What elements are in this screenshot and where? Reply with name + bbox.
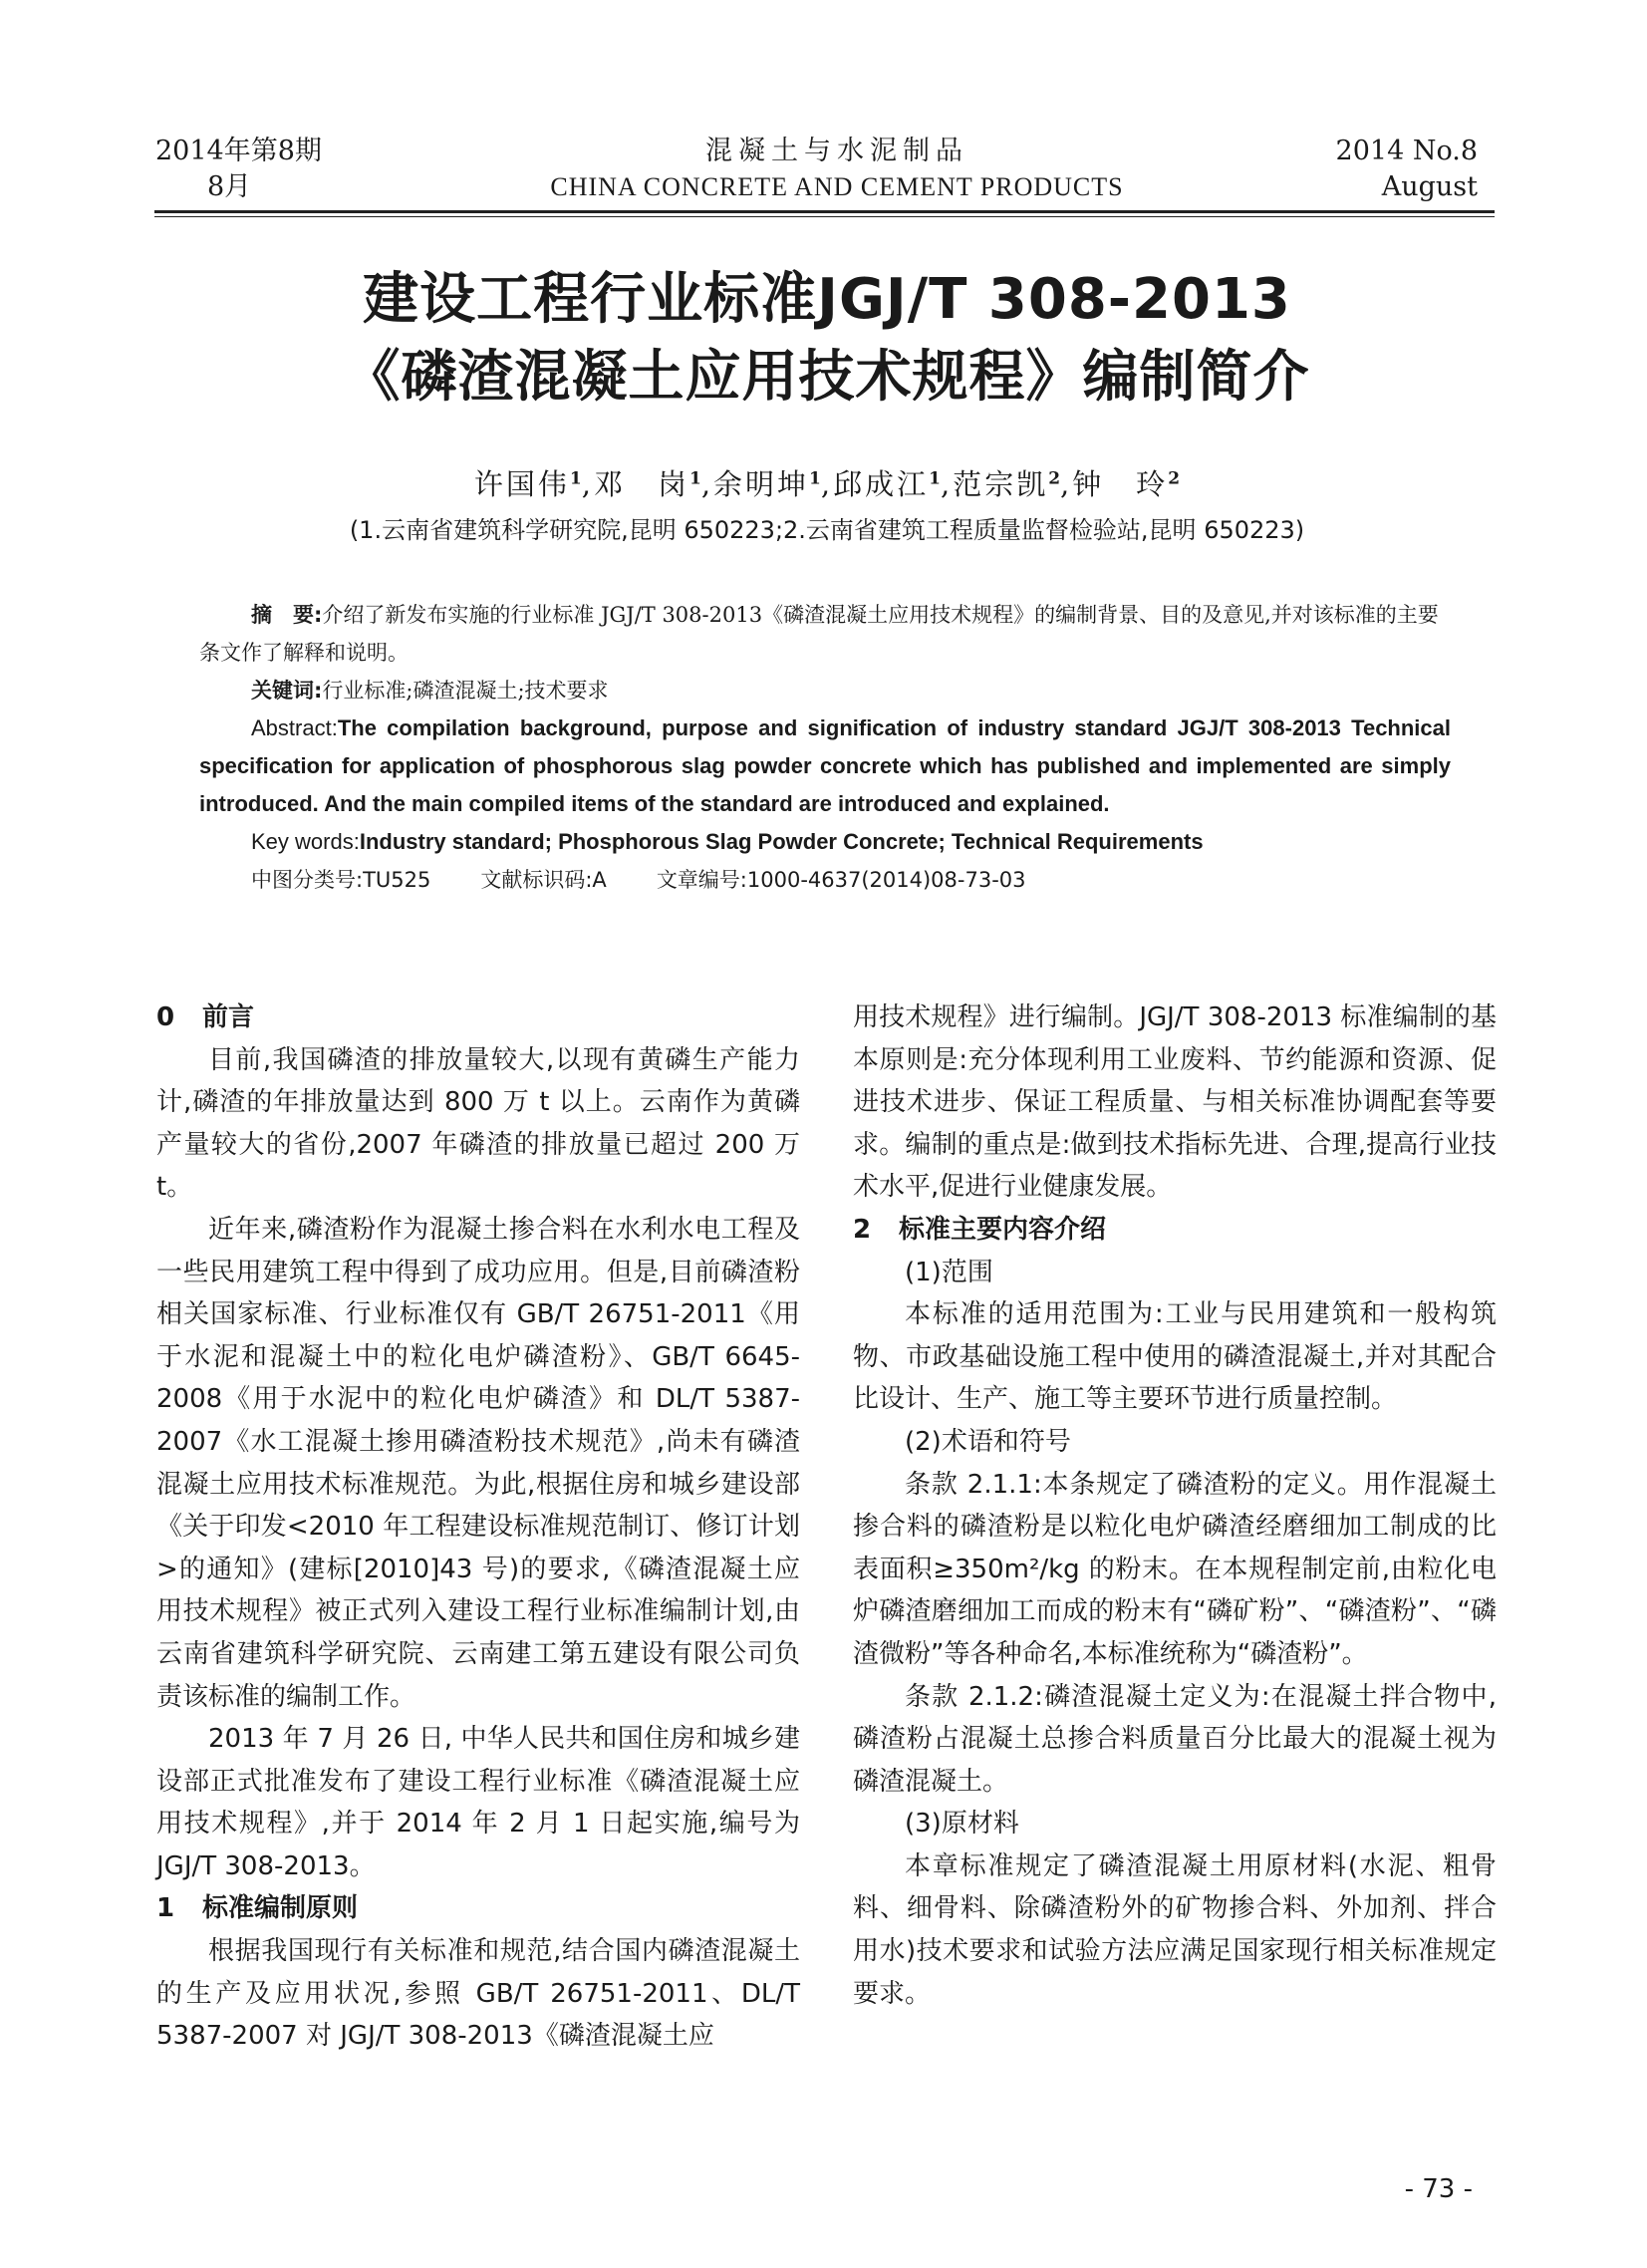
keywords-en xyxy=(199,823,1451,861)
abstract-zh-label: 摘 要: xyxy=(251,603,323,627)
paragraph: 用技术规程》进行编制。JGJ/T 308-2013 标准编制的基本原则是:充分体现利用工业废料、节约能源和资源、促进技术进步、保证工程质量、与相关标准协调配套等要求。编制的重点是:做到技术指标先进、合理,提高行业技术水平,促进行业健康发展。 xyxy=(853,1002,1497,1203)
abstract-en-text: The compilation background, purpose and signification of industry standard JGJ/T 308-2013 Technical specification for application of phosphorous slag powder concrete which has published and implemented are simply introduced. And the main compiled items of the standard are introduced and explained. xyxy=(199,715,1451,816)
author: 余明坤$^1$ xyxy=(713,466,821,501)
author: 许国伟$^1$ xyxy=(473,466,582,501)
abstract-block xyxy=(199,596,1451,899)
journal-issue-en xyxy=(1336,134,1478,205)
body-column-right xyxy=(853,996,1497,2015)
keywords-zh-text: 行业标准;磷渣混凝土;技术要求 xyxy=(322,679,609,703)
header-rule-thin xyxy=(154,216,1495,217)
abstract-zh-text: 介绍了新发布实施的行业标准 JGJ/T 308-2013《磷渣混凝土应用技术规程》的编制背景、目的及意见,并对该标准的主要条文作了解释和说明。 xyxy=(199,603,1439,665)
document-code: 文献标识码:A xyxy=(480,868,607,892)
section-heading-1: 1 标准编制原则 xyxy=(156,1893,359,1924)
body-column-left xyxy=(156,996,800,2058)
classification-line xyxy=(199,861,1451,899)
paragraph: 目前,我国磷渣的排放量较大,以现有黄磷生产能力计,磷渣的年排放量达到 800 万 t 以上。云南作为黄磷产量较大的省份,2007 年磷渣的排放量已超过 200 万 t。 xyxy=(156,1044,800,1203)
page-number: - 73 - xyxy=(1404,2174,1473,2204)
section-heading-0: 0 前言 xyxy=(156,1002,255,1032)
journal-name-zh: 混凝土与水泥制品 xyxy=(705,136,968,166)
article-title xyxy=(159,261,1495,417)
journal-name-en: CHINA CONCRETE AND CEMENT PRODUCTS xyxy=(550,172,1124,201)
affiliations: (1.云南省建筑科学研究院,昆明 650223;2.云南省建筑工程质量监督检验站,昆明 650223) xyxy=(349,516,1305,544)
keywords-zh-label: 关键词: xyxy=(251,679,323,703)
issue-year-number: 2014年第8期 xyxy=(155,136,322,166)
paragraph: 本章标准规定了磷渣混凝土用原材料(水泥、粗骨料、细骨料、除磷渣粉外的矿物掺合料、外加剂、拌合用水)技术要求和试验方法应满足国家现行相关标准规定要求。 xyxy=(853,1850,1497,2009)
paragraph: 近年来,磷渣粉作为混凝土掺合料在水利水电工程及一些民用建筑工程中得到了成功应用。但是,目前磷渣粉相关国家标准、行业标准仅有 GB/T 26751-2011《用于水泥和混凝土中的粒化电炉磷渣粉》、GB/T 6645-2008《用于水泥中的粒化电炉磷渣》和 DL/T 5387-2007《水工混凝土掺用磷渣粉技术规范》,尚未有磷渣混凝土应用技术标准规范。为此,根据住房和城乡建设部《关于印发<2010 年工程建设标准规范制订、修订计划>的通知》(建标[2010]43 号)的要求,《磷渣混凝土应用技术规程》被正式列入建设工程行业标准编制计划,由云南省建筑科学研究院、云南建工第五建设有限公司负责该标准的编制工作。 xyxy=(156,1214,800,1712)
abstract-zh xyxy=(199,596,1451,672)
keywords-en-label: Key words: xyxy=(251,829,360,854)
section-heading-2: 2 标准主要内容介绍 xyxy=(853,1214,1107,1245)
issue-number-en: 2014 No.8 xyxy=(1335,136,1478,166)
issue-month: 8月 xyxy=(207,171,252,202)
journal-name xyxy=(478,134,1196,205)
paragraph: 2013 年 7 月 26 日, 中华人民共和国住房和城乡建设部正式批准发布了建设工程行业标准《磷渣混凝土应用技术规程》,并于 2014 年 2 月 1 日起实施,编号为 JGJ/T 308-2013。 xyxy=(156,1724,800,1881)
author: 范宗凯$^2$ xyxy=(953,466,1061,501)
subsection-heading: (1)范围 xyxy=(905,1257,993,1287)
paragraph: 条款 2.1.1:本条规定了磷渣粉的定义。用作混凝土掺合料的磷渣粉是以粒化电炉磷渣经磨细加工制成的比表面积≥350m²/kg 的粉末。在本规程制定前,由粒化电炉磷渣磨细加工而成的粉末有“磷矿粉”、“磷渣粉”、“磷渣微粉”等各种命名,本标准统称为“磷渣粉”。 xyxy=(853,1469,1497,1669)
header-rule-thick xyxy=(154,210,1495,213)
keywords-zh xyxy=(199,672,1451,709)
clc-number: 中图分类号:TU525 xyxy=(251,868,431,892)
title-line-2: 《磷渣混凝土应用技术规程》编制简介 xyxy=(344,345,1310,410)
subsection-heading: (3)原材料 xyxy=(905,1809,1019,1840)
author-list: 许国伟$^1$,邓 岗$^1$,余明坤$^1$,邱成江$^1$,范宗凯$^2$,钟 玲$^2$ xyxy=(473,466,1181,501)
journal-issue xyxy=(155,134,322,205)
author: 邱成江$^1$ xyxy=(833,466,941,501)
title-line-1: 建设工程行业标准JGJ/T 308-2013 xyxy=(363,267,1291,332)
author: 邓 岗$^1$ xyxy=(593,466,701,501)
author: 钟 玲$^2$ xyxy=(1072,466,1181,501)
paragraph: 条款 2.1.2:磷渣混凝土定义为:在混凝土拌合物中,磷渣粉占混凝土总掺合料质量百分比最大的混凝土视为磷渣混凝土。 xyxy=(853,1681,1497,1797)
keywords-en-text: Industry standard; Phosphorous Slag Powder Concrete; Technical Requirements xyxy=(359,829,1204,854)
issue-month-en: August xyxy=(1381,171,1478,202)
paragraph: 根据我国现行有关标准和规范,结合国内磷渣混凝土的生产及应用状况,参照 GB/T 26751-2011、DL/T 5387-2007 对 JGJ/T 308-2013《磷渣混凝土应 xyxy=(156,1936,800,2052)
article-number: 文章编号:1000-4637(2014)08-73-03 xyxy=(656,868,1026,892)
subsection-heading: (2)术语和符号 xyxy=(905,1426,1071,1457)
abstract-en-label: Abstract: xyxy=(251,715,338,740)
abstract-en xyxy=(199,709,1451,823)
paragraph: 本标准的适用范围为:工业与民用建筑和一般构筑物、市政基础设施工程中使用的磷渣混凝土,并对其配合比设计、生产、施工等主要环节进行质量控制。 xyxy=(853,1299,1497,1415)
